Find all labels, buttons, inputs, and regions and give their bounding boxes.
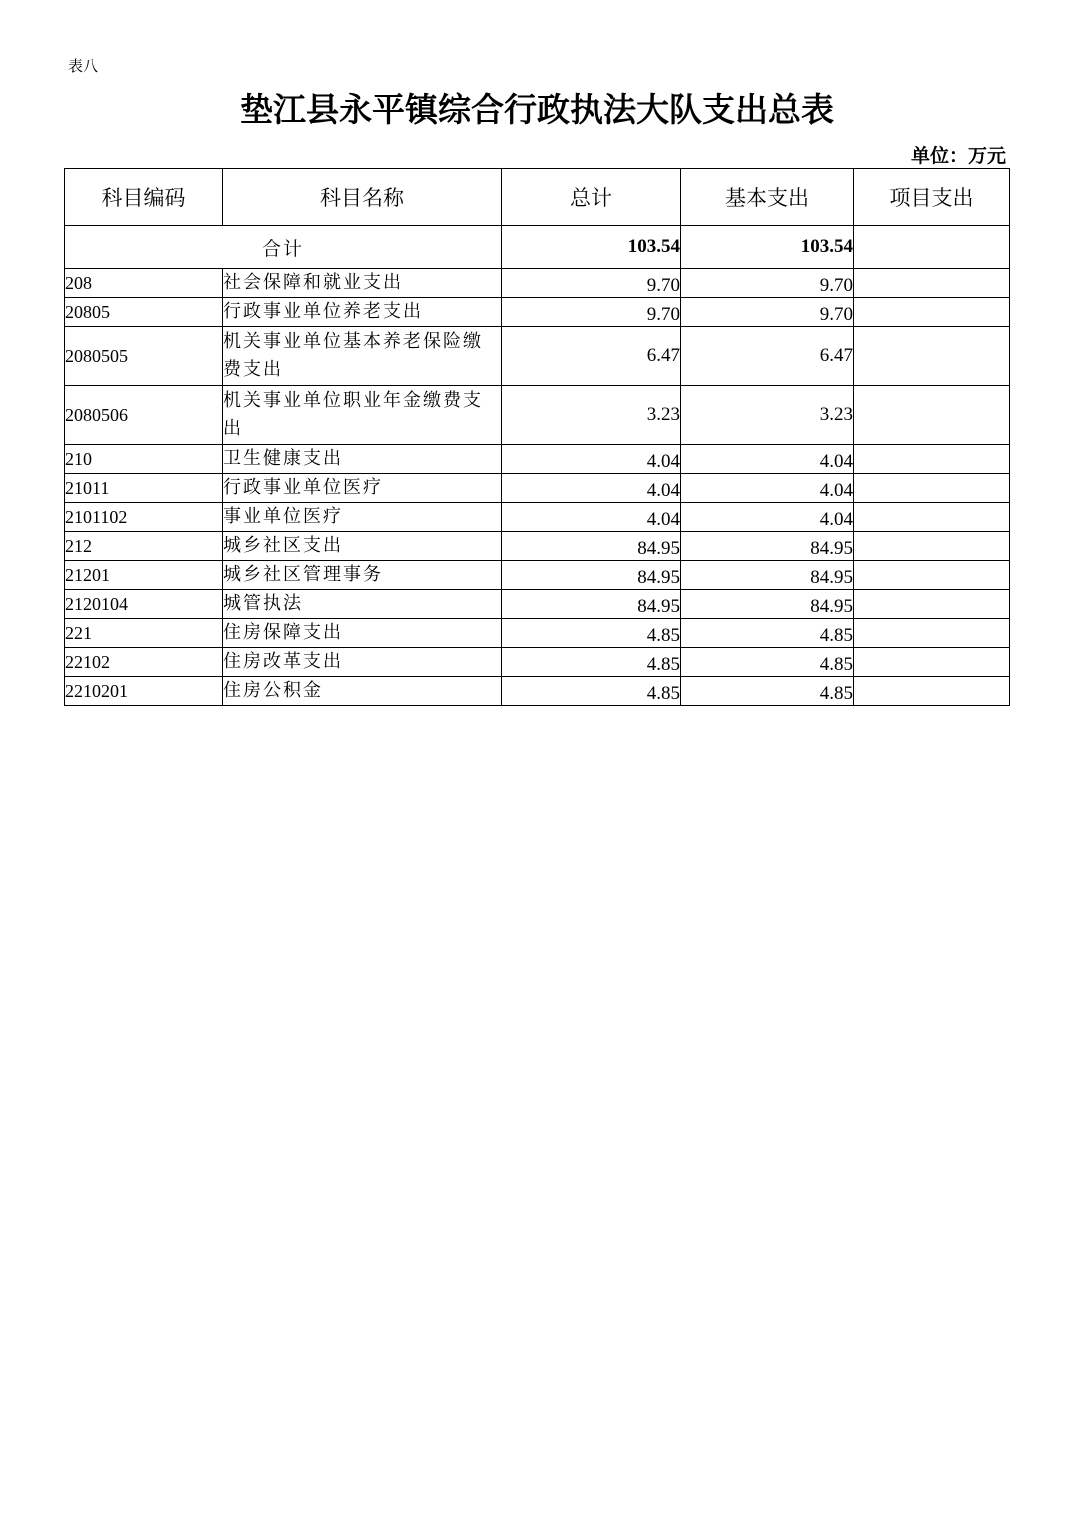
basic-amount: 4.04 bbox=[681, 474, 854, 503]
basic-amount: 84.95 bbox=[681, 532, 854, 561]
subject-code: 2080505 bbox=[65, 327, 223, 386]
total-amount: 4.85 bbox=[502, 677, 681, 706]
project-amount bbox=[854, 503, 1010, 532]
subject-code: 2210201 bbox=[65, 677, 223, 706]
basic-amount: 4.85 bbox=[681, 677, 854, 706]
basic-amount: 84.95 bbox=[681, 561, 854, 590]
basic-amount: 84.95 bbox=[681, 590, 854, 619]
project-amount bbox=[854, 386, 1010, 445]
basic-amount: 4.85 bbox=[681, 648, 854, 677]
subject-code: 20805 bbox=[65, 298, 223, 327]
page-title: 垫江县永平镇综合行政执法大队支出总表 bbox=[240, 90, 834, 129]
subject-name: 城乡社区支出 bbox=[223, 532, 502, 561]
subject-code: 2080506 bbox=[65, 386, 223, 445]
total-label: 合计 bbox=[65, 226, 502, 269]
project-amount bbox=[854, 590, 1010, 619]
subject-name: 行政事业单位医疗 bbox=[223, 474, 502, 503]
subject-code: 2120104 bbox=[65, 590, 223, 619]
project-amount bbox=[854, 269, 1010, 298]
subject-name: 社会保障和就业支出 bbox=[223, 269, 502, 298]
subject-name: 机关事业单位职业年金缴费支出 bbox=[223, 386, 502, 445]
total-amount: 84.95 bbox=[502, 561, 681, 590]
header-row bbox=[65, 169, 1010, 226]
subject-code: 221 bbox=[65, 619, 223, 648]
table-row bbox=[65, 619, 1010, 648]
table-row bbox=[65, 298, 1010, 327]
total-project bbox=[854, 226, 1010, 269]
project-amount bbox=[854, 532, 1010, 561]
project-amount bbox=[854, 648, 1010, 677]
header-name: 科目名称 bbox=[223, 169, 502, 226]
total-amount: 4.85 bbox=[502, 619, 681, 648]
project-amount bbox=[854, 327, 1010, 386]
subject-name: 城管执法 bbox=[223, 590, 502, 619]
total-amount: 84.95 bbox=[502, 590, 681, 619]
header-total: 总计 bbox=[502, 169, 681, 226]
subject-name: 行政事业单位养老支出 bbox=[223, 298, 502, 327]
total-amount: 4.04 bbox=[502, 474, 681, 503]
header-basic: 基本支出 bbox=[681, 169, 854, 226]
unit-label: 单位：万元 bbox=[910, 145, 1006, 167]
table-row bbox=[65, 648, 1010, 677]
total-amount: 9.70 bbox=[502, 298, 681, 327]
subject-name: 住房改革支出 bbox=[223, 648, 502, 677]
project-amount bbox=[854, 445, 1010, 474]
total-amount: 6.47 bbox=[502, 327, 681, 386]
table-row bbox=[65, 474, 1010, 503]
subject-name: 机关事业单位基本养老保险缴费支出 bbox=[223, 327, 502, 386]
basic-amount: 4.85 bbox=[681, 619, 854, 648]
total-amount: 4.85 bbox=[502, 648, 681, 677]
subject-name: 卫生健康支出 bbox=[223, 445, 502, 474]
basic-amount: 9.70 bbox=[681, 269, 854, 298]
total-amount: 4.04 bbox=[502, 503, 681, 532]
project-amount bbox=[854, 677, 1010, 706]
total-amount: 103.54 bbox=[502, 226, 681, 269]
project-amount bbox=[854, 474, 1010, 503]
table-row bbox=[65, 269, 1010, 298]
expenditure-table bbox=[64, 168, 1010, 706]
table-row bbox=[65, 532, 1010, 561]
basic-amount: 9.70 bbox=[681, 298, 854, 327]
basic-amount: 4.04 bbox=[681, 503, 854, 532]
table-row bbox=[65, 677, 1010, 706]
subject-code: 2101102 bbox=[65, 503, 223, 532]
subject-name: 住房保障支出 bbox=[223, 619, 502, 648]
total-amount: 84.95 bbox=[502, 532, 681, 561]
subject-code: 210 bbox=[65, 445, 223, 474]
subject-code: 21201 bbox=[65, 561, 223, 590]
table-row bbox=[65, 590, 1010, 619]
table-row bbox=[65, 561, 1010, 590]
total-amount: 3.23 bbox=[502, 386, 681, 445]
header-code: 科目编码 bbox=[65, 169, 223, 226]
table-row bbox=[65, 386, 1010, 445]
subject-code: 22102 bbox=[65, 648, 223, 677]
table-row bbox=[65, 445, 1010, 474]
project-amount bbox=[854, 619, 1010, 648]
basic-amount: 6.47 bbox=[681, 327, 854, 386]
table-number: 表八 bbox=[68, 57, 99, 75]
subject-code: 208 bbox=[65, 269, 223, 298]
subject-code: 212 bbox=[65, 532, 223, 561]
header-project: 项目支出 bbox=[854, 169, 1010, 226]
total-basic: 103.54 bbox=[681, 226, 854, 269]
total-amount: 4.04 bbox=[502, 445, 681, 474]
subject-name: 住房公积金 bbox=[223, 677, 502, 706]
basic-amount: 3.23 bbox=[681, 386, 854, 445]
subject-code: 21011 bbox=[65, 474, 223, 503]
subject-name: 事业单位医疗 bbox=[223, 503, 502, 532]
subject-name: 城乡社区管理事务 bbox=[223, 561, 502, 590]
basic-amount: 4.04 bbox=[681, 445, 854, 474]
project-amount bbox=[854, 561, 1010, 590]
total-amount: 9.70 bbox=[502, 269, 681, 298]
table-row bbox=[65, 503, 1010, 532]
total-row bbox=[65, 226, 1010, 269]
table-row bbox=[65, 327, 1010, 386]
project-amount bbox=[854, 298, 1010, 327]
